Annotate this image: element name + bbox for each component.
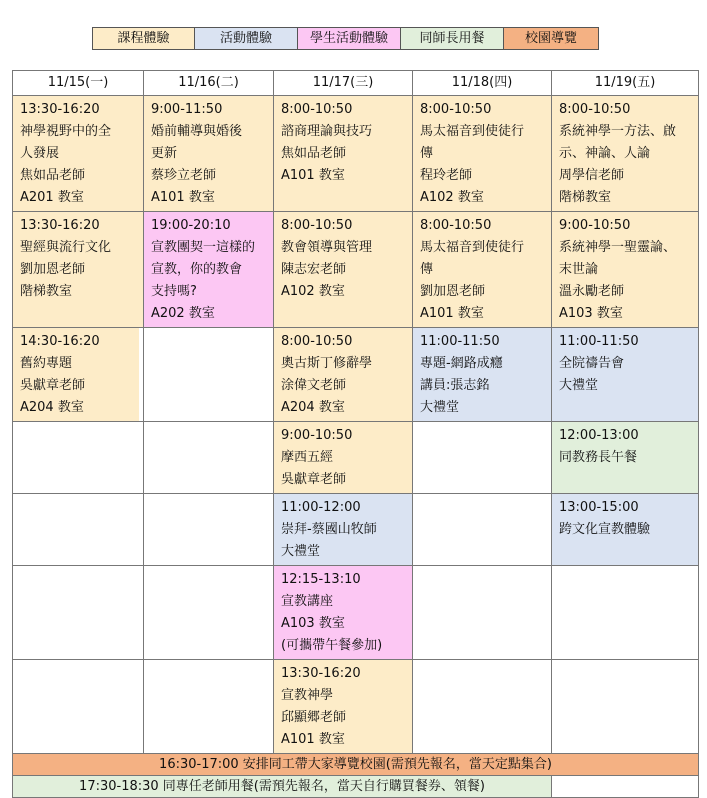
session-time: 13:30-16:20 (281, 666, 361, 681)
session-cell (274, 96, 413, 212)
legend-student-activity: 學生活動體驗 (298, 28, 401, 49)
session-title: 系統神學一聖靈論、 (559, 240, 677, 255)
session-teacher: 程玲老師 (420, 168, 473, 183)
schedule-row (13, 494, 699, 566)
session-room: 階梯教室 (20, 284, 73, 299)
session-room: A204 教室 (281, 400, 345, 415)
session-time: 19:00-20:10 (151, 218, 231, 233)
session-teacher: 焦如品老師 (281, 146, 347, 161)
session-title: 摩西五經 (281, 450, 334, 465)
session-cell (413, 328, 552, 422)
legend-meal: 同師長用餐 (401, 28, 504, 49)
day-header: 11/19(五) (552, 71, 699, 96)
session-teacher: 蔡珍立老師 (151, 168, 217, 183)
empty-cell (144, 660, 274, 754)
session-teacher: 邱顯郷老師 (281, 710, 347, 725)
session-room: A101 教室 (151, 190, 215, 205)
legend (92, 27, 599, 50)
session-title: 奧古斯丁修辭學 (281, 356, 373, 371)
schedule-row (13, 328, 699, 422)
empty-cell (144, 494, 274, 566)
session-time: 13:30-16:20 (20, 102, 100, 117)
session-teacher: 周學信老師 (559, 168, 625, 183)
empty-cell (13, 494, 144, 566)
session-room: A103 教室 (281, 616, 345, 631)
session-teacher: 涂偉文老師 (281, 378, 347, 393)
empty-cell (552, 566, 699, 660)
session-time: 8:00-10:50 (281, 334, 353, 349)
session-room: A101 教室 (420, 306, 484, 321)
session-teacher: 陳志宏老師 (281, 262, 347, 277)
session-note: (可攜帶午餐參加) (281, 638, 383, 653)
session-time: 13:00-15:00 (559, 500, 639, 515)
session-title: 婚前輔導與婚後 (151, 124, 243, 139)
session-time: 9:00-10:50 (281, 428, 353, 443)
session-teacher: 溫永勵老師 (559, 284, 625, 299)
session-cell (552, 212, 699, 328)
session-cell (274, 660, 413, 754)
session-cell (274, 328, 413, 422)
session-time: 12:15-13:10 (281, 572, 361, 587)
session-title: 神學視野中的全 (20, 124, 112, 139)
session-title: 示、神論、人論 (559, 146, 651, 161)
session-cell (144, 96, 274, 212)
empty-cell (413, 494, 552, 566)
session-time: 8:00-10:50 (281, 102, 353, 117)
session-title: 傳 (420, 262, 434, 277)
schedule-row (13, 96, 699, 212)
session-title: 同教務長午餐 (559, 450, 638, 465)
session-time: 11:00-12:00 (281, 500, 361, 515)
session-room: A201 教室 (20, 190, 84, 205)
session-room: 大禮堂 (281, 544, 321, 559)
session-title: 馬太福音到使徒行 (420, 124, 525, 139)
session-title: 人發展 (20, 146, 60, 161)
session-title: 跨文化宣教體驗 (559, 522, 651, 537)
legend-activity: 活動體驗 (195, 28, 298, 49)
session-room: A101 教室 (281, 168, 345, 183)
session-title: 支持嗎? (151, 284, 197, 299)
session-cell (274, 422, 413, 494)
empty-cell (552, 660, 699, 754)
legend-course: 課程體驗 (93, 28, 195, 49)
session-title: 全院禱告會 (559, 356, 625, 371)
empty-cell (413, 660, 552, 754)
session-teacher: 劉加恩老師 (420, 284, 486, 299)
session-cell (413, 96, 552, 212)
day-header: 11/16(二) (144, 71, 274, 96)
session-cell (13, 212, 144, 328)
schedule-row (13, 566, 699, 660)
day-header: 11/17(三) (274, 71, 413, 96)
empty-cell (13, 660, 144, 754)
session-time: 11:00-11:50 (420, 334, 500, 349)
session-title: 諮商理論與技巧 (281, 124, 373, 139)
session-room: A102 教室 (420, 190, 484, 205)
session-teacher: 吳獻章老師 (20, 378, 86, 393)
session-room: A204 教室 (20, 400, 84, 415)
session-time: 13:30-16:20 (20, 218, 100, 233)
session-time: 8:00-10:50 (559, 102, 631, 117)
session-room: A102 教室 (281, 284, 345, 299)
empty-cell (144, 566, 274, 660)
session-time: 12:00-13:00 (559, 428, 639, 443)
schedule-row (13, 776, 699, 798)
session-cell (413, 212, 552, 328)
session-time: 8:00-10:50 (420, 218, 492, 233)
campus-tour-banner (13, 754, 699, 776)
session-cell (274, 212, 413, 328)
session-cell (552, 96, 699, 212)
session-title: 宣教，你的教會 (151, 262, 243, 277)
session-teacher: 吳獻章老師 (281, 472, 347, 487)
campus-tour-text: 16:30-17:00 安排同工帶大家導覽校園(需預先報名，當天定點集合) (159, 757, 552, 772)
teacher-meal-text: 17:30-18:30 同專任老師用餐(需預先報名，當天自行購買餐券、領餐) (79, 779, 485, 794)
session-room: A202 教室 (151, 306, 215, 321)
empty-cell (413, 566, 552, 660)
session-cell (552, 494, 699, 566)
empty-cell (552, 776, 699, 798)
session-speaker: 講員:張志銘 (420, 378, 490, 393)
day-header: 11/18(四) (413, 71, 552, 96)
session-cell (13, 328, 144, 422)
session-cell (144, 212, 274, 328)
session-title: 系統神學一方法、啟 (559, 124, 677, 139)
session-title: 崇拜-蔡國山牧師 (281, 522, 377, 537)
schedule-row (13, 754, 699, 776)
empty-cell (144, 328, 274, 422)
legend-campus-tour: 校園導覽 (504, 28, 598, 49)
session-cell (552, 328, 699, 422)
schedule-row (13, 422, 699, 494)
session-time: 9:00-10:50 (559, 218, 631, 233)
session-title: 傳 (420, 146, 434, 161)
session-room: 大禮堂 (559, 378, 599, 393)
empty-cell (13, 566, 144, 660)
empty-cell (413, 422, 552, 494)
session-title: 專題-網路成癮 (420, 356, 503, 371)
session-time: 11:00-11:50 (559, 334, 639, 349)
session-title: 更新 (151, 146, 178, 161)
session-title: 宣教團契一這樣的 (151, 240, 256, 255)
day-header: 11/15(一) (13, 71, 144, 96)
session-title: 舊約專題 (20, 356, 73, 371)
session-cell (274, 494, 413, 566)
session-room: 大禮堂 (420, 400, 460, 415)
schedule-row (13, 212, 699, 328)
day-header-row (13, 71, 699, 96)
session-title: 宣教講座 (281, 594, 334, 609)
session-title: 末世論 (559, 262, 599, 277)
session-title: 聖經與流行文化 (20, 240, 112, 255)
session-time: 14:30-16:20 (20, 334, 100, 349)
session-cell (13, 96, 144, 212)
session-room: 階梯教室 (559, 190, 612, 205)
session-title: 宣教神學 (281, 688, 334, 703)
schedule-table (12, 70, 699, 798)
session-cell (274, 566, 413, 660)
session-teacher: 焦如品老師 (20, 168, 86, 183)
session-time: 8:00-10:50 (420, 102, 492, 117)
teacher-meal-banner (13, 776, 552, 798)
session-room: A101 教室 (281, 732, 345, 747)
session-teacher: 劉加恩老師 (20, 262, 86, 277)
session-time: 8:00-10:50 (281, 218, 353, 233)
session-cell (552, 422, 699, 494)
session-title: 教會領導與管理 (281, 240, 373, 255)
session-time: 9:00-11:50 (151, 102, 223, 117)
session-room: A103 教室 (559, 306, 623, 321)
session-title: 馬太福音到使徒行 (420, 240, 525, 255)
empty-cell (144, 422, 274, 494)
schedule-row (13, 660, 699, 754)
empty-cell (13, 422, 144, 494)
